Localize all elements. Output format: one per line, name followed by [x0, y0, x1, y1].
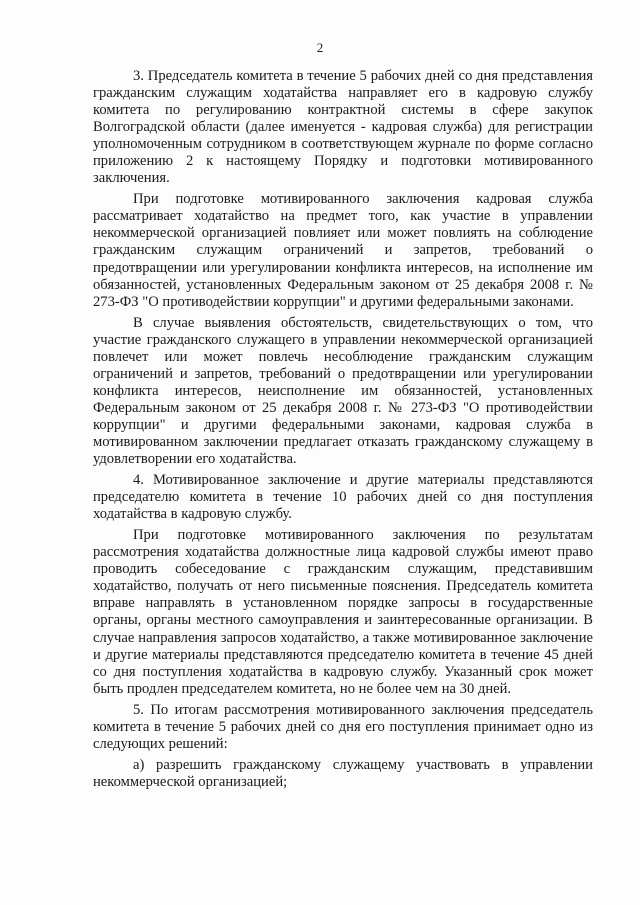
paragraph-decision-a: а) разрешить гражданскому служащему участвовать в управлении некоммерческой организацией;: [93, 756, 593, 790]
paragraph-refusal-case: В случае выявления обстоятельств, свидетельствующих о том, что участие гражданского служащего в управлении некоммерческой организацией повлечет или может повлечь несоблюдение гражданским служащим ограничений и запретов, требований о предотвращении или урегулировании конфликта интересов, неисполнение им обязанностей, установленных Федеральным законом от 25 декабря 2008 г. № 273-ФЗ "О противодействии коррупции" и другими федеральными законами, кадровая служба в мотивированном заключении предлагает отказать гражданскому служащему в удовлетворении его ходатайства.: [93, 314, 593, 468]
page-number: 2: [316, 40, 324, 55]
document-body: [93, 68, 593, 791]
paragraph-item-4: 4. Мотивированное заключение и другие материалы представляются председателю комитета в течение 10 рабочих дней со дня поступления ходатайства в кадровую службу.: [93, 472, 593, 523]
paragraph-requests: При подготовке мотивированного заключения по результатам рассмотрения ходатайства должностные лица кадровой службы имеют право проводить собеседование с гражданским служащим, представившим ходатайство, получать от него письменные пояснения. Председатель комитета вправе направлять в установленном порядке запросы в государственные органы, органы местного самоуправления и заинтересованные организации. В случае направления запросов ходатайство, а также мотивированное заключение и другие материалы представляются председателю комитета в течение 45 дней со дня поступления ходатайства в кадровую службу. Указанный срок может быть продлен председателем комитета, но не более чем на 30 дней.: [93, 527, 593, 697]
paragraph-motivated-conclusion: При подготовке мотивированного заключения кадровая служба рассматривает ходатайство на предмет того, как участие в управлении некоммерческой организацией повлияет или может повлиять на соблюдение гражданским служащим ограничений и запретов, требований о предотвращении или урегулировании конфликта интересов, на исполнение им обязанностей, установленных Федеральным законом от 25 декабря 2008 г. № 273-ФЗ "О противодействии коррупции" и другими федеральными законами.: [93, 191, 593, 310]
paragraph-item-5: 5. По итогам рассмотрения мотивированного заключения председатель комитета в течение 5 рабочих дней со дня его поступления принимает одно из следующих решений:: [93, 701, 593, 752]
paragraph-item-3: 3. Председатель комитета в течение 5 рабочих дней со дня представления гражданским служащим ходатайства направляет его в кадровую службу комитета по регулированию контрактной системы в сфере закупок Волгоградской области (далее именуется - кадровая служба) для регистрации уполномоченным сотрудником в соответствующем журнале по форме согласно приложению 2 к настоящему Порядку и подготовки мотивированного заключения.: [93, 68, 593, 187]
